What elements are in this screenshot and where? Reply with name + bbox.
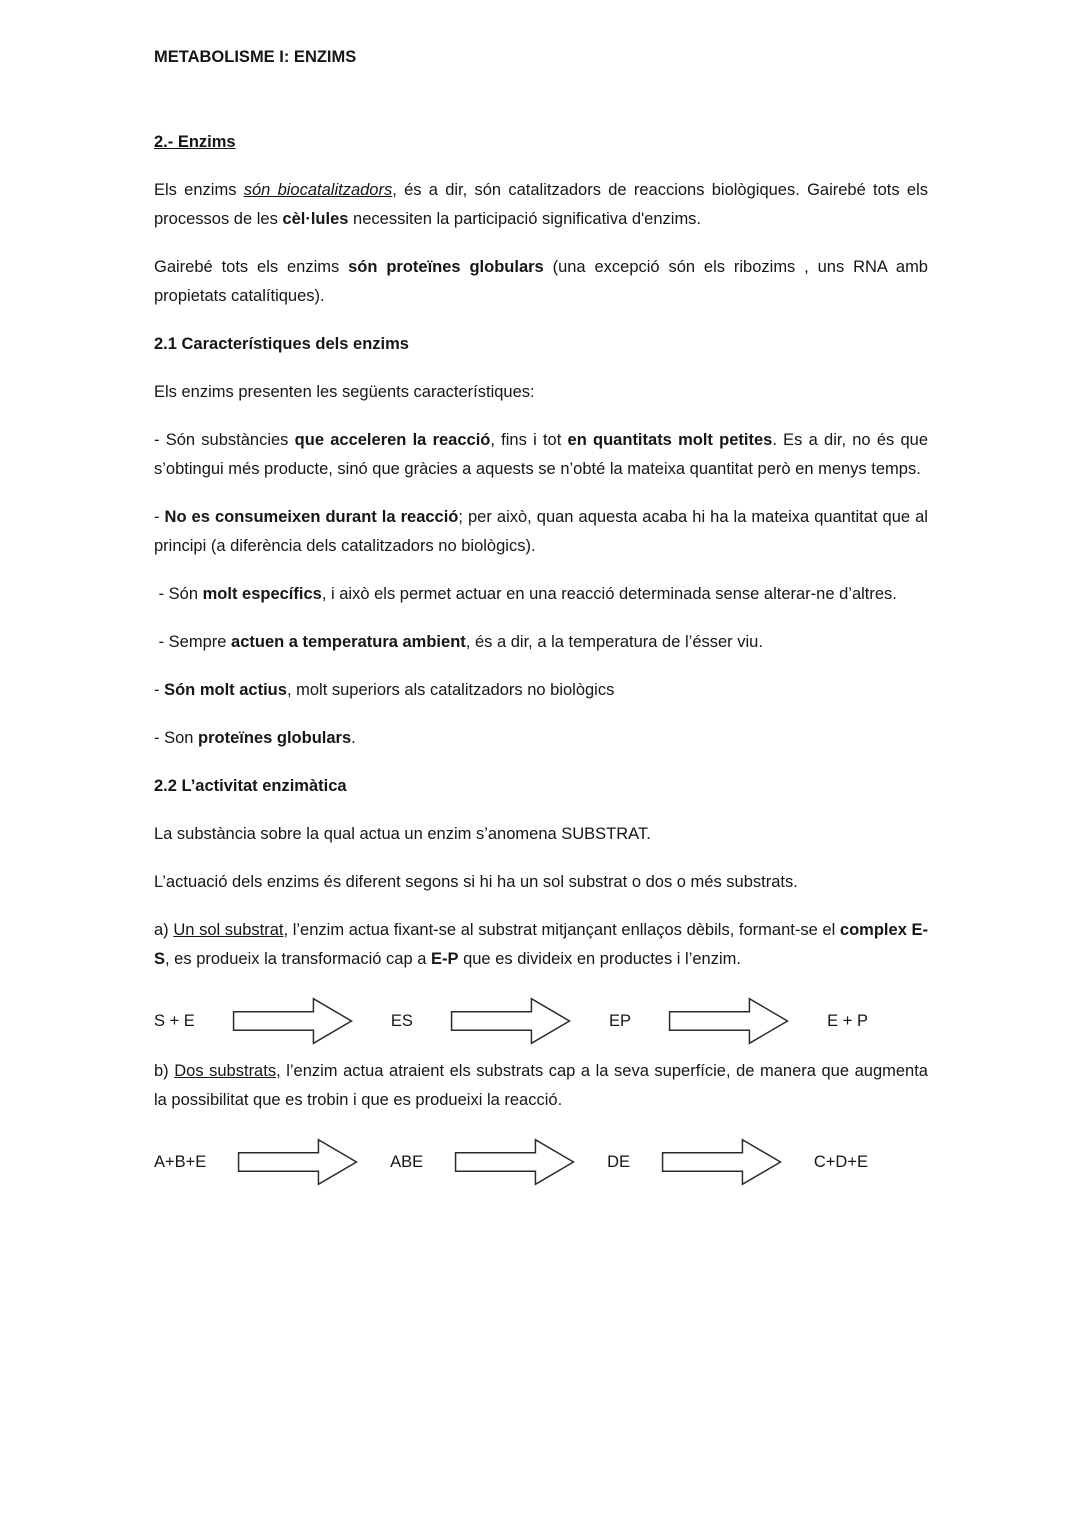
text-run-bold: E-P — [430, 950, 459, 968]
text-run: , fins i tot — [490, 431, 568, 449]
text-run: - Son — [154, 729, 199, 747]
text-run: - Són — [154, 585, 203, 603]
text-run: l’enzim actua atraient els substrats cap a la seva superfície, de manera que augmenta la possibilitat que es trobin i que es produeixi la reacció. — [154, 1062, 928, 1109]
text-run: Els enzims — [154, 181, 244, 199]
bullet-not-consumed — [154, 503, 928, 561]
text-run-underline: Un sol substrat — [173, 921, 284, 939]
reaction-state-label: E + P — [827, 1011, 868, 1030]
reaction-diagram-two-substrates — [154, 1134, 868, 1190]
bullet-specific — [154, 580, 928, 609]
bullet-active — [154, 676, 928, 705]
text-run-bold: actuen a temperatura ambient — [231, 633, 466, 651]
paragraph-substrat: La substància sobre la qual actua un enzim s’anomena SUBSTRAT. — [154, 825, 651, 843]
paragraph-intro — [154, 176, 928, 234]
right-arrow-icon — [445, 995, 577, 1047]
text-run-bold: complex E-S — [154, 921, 929, 968]
reaction-diagram-single-substrate — [154, 993, 868, 1049]
section-2-1-heading: 2.1 Característiques dels enzims — [154, 335, 409, 353]
reaction-state-label: DE — [607, 1152, 630, 1171]
reaction-state-label: ES — [390, 1011, 413, 1030]
text-run: , molt superiors als catalitzadors no biològics — [286, 681, 615, 699]
text-run: necessiten la participació significativa d'enzims. — [348, 210, 702, 228]
text-run: , és a dir, a la temperatura de l’ésser viu. — [465, 633, 763, 651]
text-run-italic-underline: són biocatalitzadors — [243, 181, 393, 199]
text-run-bold: molt específics — [202, 585, 322, 603]
text-run: . Es a dir, no és que s’obtingui més producte, sinó que gràcies a aquests se n’obté la mateixa quantitat però en menys temps. — [154, 431, 929, 478]
paragraph-actuacio: L’actuació dels enzims és diferent segons si hi ha un sol substrat o dos o més substrats. — [154, 873, 798, 891]
text-run-bold: que acceleren la reacció — [294, 431, 491, 449]
document-title: METABOLISME I: ENZIMS — [154, 48, 357, 66]
right-arrow-icon — [663, 995, 795, 1047]
reaction-state-label: EP — [609, 1011, 632, 1030]
text-run: (una excepció són els ribozims , uns RNA amb propietats catalítiques). — [154, 258, 928, 305]
text-run: Gairebé tots els enzims — [154, 258, 349, 276]
text-run-bold: No es consumeixen durant la reacció — [164, 508, 459, 526]
text-run-bold: en quantitats molt petites — [567, 431, 773, 449]
section-2-heading-text: 2.- Enzims — [154, 133, 236, 151]
text-run: ; per això, quan aquesta acaba hi ha la mateixa quantitat que al principi (a diferència dels catalitzadors no biològics). — [154, 508, 928, 555]
text-run-underline: Dos substrats, — [174, 1062, 281, 1080]
bullet-accelerate — [154, 426, 928, 484]
right-arrow-icon — [232, 1136, 364, 1188]
text-run: - — [154, 681, 165, 699]
text-run-bold: Són molt actius — [164, 681, 287, 699]
section-2-heading — [154, 128, 928, 157]
paragraph-globular — [154, 253, 928, 311]
text-run: - Sempre — [154, 633, 232, 651]
paragraph-two-substrates — [154, 1057, 928, 1115]
text-run: , i això els permet actuar en una reacció determinada sense alterar-ne d’altres. — [321, 585, 897, 603]
paragraph-caracteristiques-lead: Els enzims presenten les següents característiques: — [154, 383, 535, 401]
text-run-bold: són proteïnes globulars — [348, 258, 544, 276]
text-run: - Són substàncies — [154, 431, 295, 449]
reaction-state-label: S + E — [154, 1011, 195, 1030]
text-run: - — [154, 508, 165, 526]
reaction-state-label: ABE — [390, 1152, 424, 1171]
text-run: . — [351, 729, 356, 747]
right-arrow-icon — [656, 1136, 788, 1188]
section-2-2-heading: 2.2 L’activitat enzimàtica — [154, 777, 347, 795]
text-run: que es divideix en productes i l’enzim. — [458, 950, 741, 968]
text-run: , l’enzim actua fixant-se al substrat mitjançant enllaços dèbils, formant-se el — [283, 921, 840, 939]
bullet-temperature — [154, 628, 928, 657]
text-run-bold: proteïnes globulars — [198, 729, 352, 747]
bullet-globular-protein — [154, 724, 928, 753]
paragraph-single-substrate — [154, 916, 928, 974]
text-run: , és a dir, són catalitzadors de reaccions biològiques. Gairebé tots els processos de les — [154, 181, 928, 228]
text-run-bold: cèl·lules — [282, 210, 349, 228]
reaction-state-label: C+D+E — [813, 1152, 868, 1171]
right-arrow-icon — [449, 1136, 581, 1188]
text-run: a) — [154, 921, 174, 939]
reaction-state-label: A+B+E — [154, 1152, 207, 1171]
text-run: , es produeix la transformació cap a — [165, 950, 431, 968]
text-run: b) — [154, 1062, 175, 1080]
right-arrow-icon — [227, 995, 359, 1047]
